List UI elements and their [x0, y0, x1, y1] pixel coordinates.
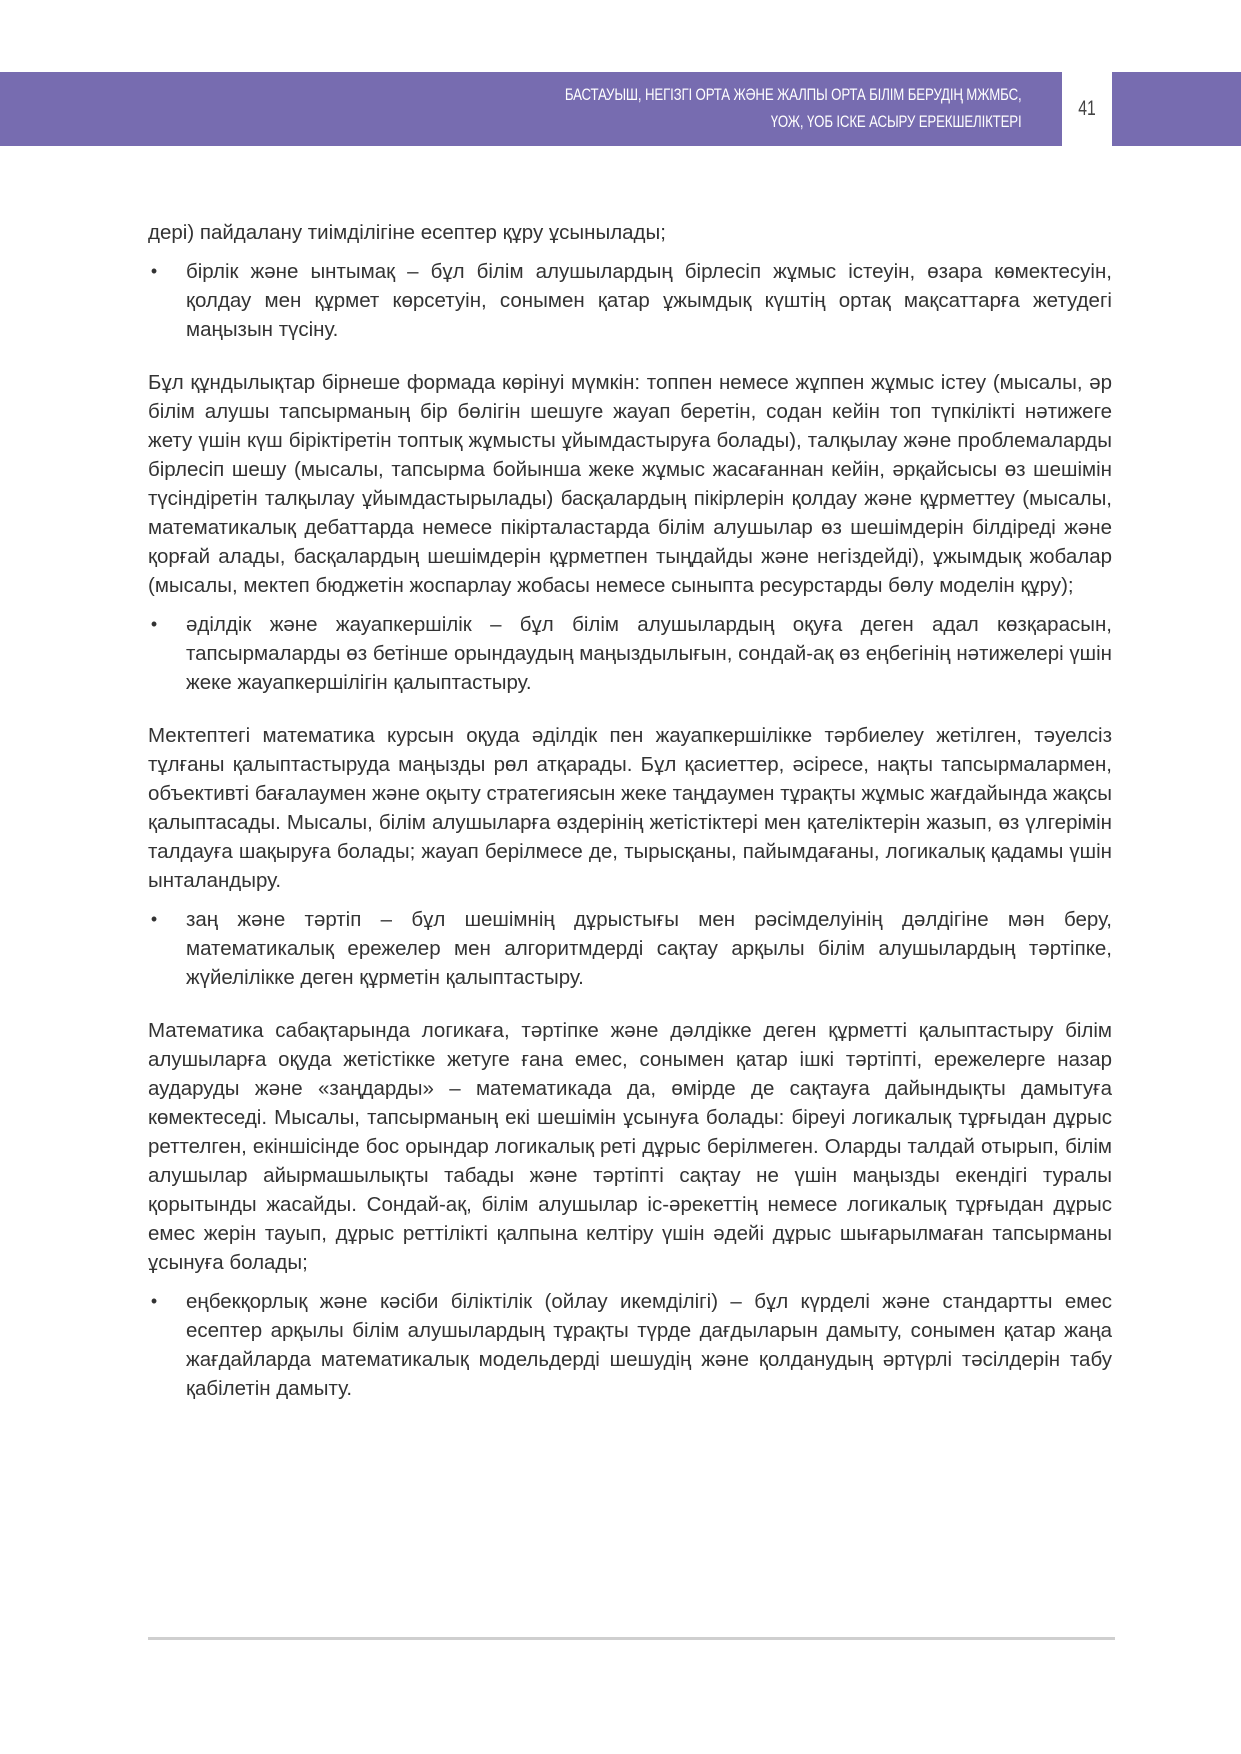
page-body — [148, 218, 1112, 1403]
header-band — [0, 72, 1062, 146]
bullet-icon: • — [150, 909, 158, 929]
bullet-item — [148, 610, 1112, 697]
paragraph: Мектептегі математика курсын оқуда әділдік пен жауапкершілікке тәрбиелеу жетілген, тәуелсіз тұлғаны қалыптастыруда маңызды рөл атқарады. Бұл қасиеттер, әсіресе, нақты тапсырмалармен, объективті бағалаумен және оқыту стратегиясын жеке таңдаумен тұрақты жұмыс жағдайында жақсы қалыптасады. Мысалы, білім алушыларға өздерінің жетістіктері мен қателіктерін жазып, өз үлгерімін талдауға шақыруға болады; жауап берілмесе де, тырысқаны, пайымдағаны, логикалық қадамы үшін ынталандыру. — [148, 724, 1112, 892]
bullet-item — [148, 905, 1112, 992]
footer-divider — [148, 1637, 1115, 1640]
paragraph: Бұл құндылықтар бірнеше формада көрінуі мүмкін: топпен немесе жұппен жұмыс істеу (мысалы, әр білім алушы тапсырманың бір бөлігін шешуге жауап беретін, содан кейін топ түпкілікті нәтижеге жету үшін күш біріктіретін топтық жұмысты ұйымдастыруға болады), талқылау және проблемаларды бірлесіп шешу (мысалы, тапсырма бойынша жеке жұмыс жасағаннан кейін, әрқайсысы өз шешімін түсіндіретін талқылау ұйымдастырылады) басқалардың пікірлерін қолдау және құрметтеу (мысалы, математикалық дебаттарда немесе пікірталастарда білім алушылар өз шешімдерін білдіреді және қорғай алады, басқалардың шешімдерін құрметпен тыңдайды және негіздейді), ұжымдық жобалар (мысалы, мектеп бюджетін жоспарлау жобасы немесе сыныпта ресурстарды бөлу моделін құру); — [148, 371, 1112, 597]
bullet-icon: • — [150, 261, 158, 281]
page-number: 41 — [1078, 97, 1096, 120]
bullet-text: заң және тәртіп – бұл шешімнің дұрыстығы мен рәсімделуінің дәлдігіне мән беру, математикалық ережелер мен алгоритмдерді сақтау арқылы білім алушылардың тәртіпке, жүйелілікке деген құрметін қалыптастыру. — [186, 908, 1112, 989]
bullet-item — [148, 257, 1112, 344]
bullet-item — [148, 1287, 1112, 1403]
running-header-line-2: ҮОЖ, ҮОБ ІСКЕ АСЫРУ ЕРЕКШЕЛІКТЕРІ — [771, 112, 1022, 131]
continued-text: дері) пайдалану тиімділігіне есептер құру ұсынылады; — [148, 221, 666, 244]
bullet-icon: • — [150, 614, 158, 634]
bullet-text: әділдік және жауапкершілік – бұл білім алушылардың оқуға деген адал көзқарасын, тапсырмаларды өз бетінше орындаудың маңыздылығын, сондай-ақ өз еңбегінің нәтижелері үшін жеке жауапкершілігін қалыптастыру. — [186, 613, 1112, 694]
running-header-title — [565, 81, 1022, 135]
bullet-text: бірлік және ынтымақ – бұл білім алушылардың бірлесіп жұмыс істеуін, өзара көмектесуін, қолдау мен құрмет көрсетуін, сонымен қатар ұжымдық күштің ортақ мақсаттарға жетудегі маңызын түсіну. — [186, 260, 1112, 341]
paragraph: Математика сабақтарында логикаға, тәртіпке және дәлдікке деген құрметті қалыптастыру білім алушыларға оқуда жетістікке жетуге ғана емес, сонымен қатар ішкі тәртіпті, ережелерге назар аударуды және «заңдарды» – математикада да, өмірде де сақтауға дайындықты дамытуға көмектеседі. Мысалы, тапсырманың екі шешімін ұсынуға болады: біреуі логикалық тұрғыдан дұрыс реттелген, екіншісінде бос орындар логикалық реті дұрыс берілмеген. Оларды талдай отырып, білім алушылар айырмашылықты табады және тәртіпті сақтау не үшін маңызды екендігі туралы қорытынды жасайды. Сондай-ақ, білім алушылар іс-әрекеттің немесе логикалық тұрғыдан дұрыс емес жерін тауып, дұрыс реттілікті қалпына келтіру үшін әдейі дұрыс шығарылмаған тапсырманы ұсынуға болады; — [148, 1019, 1112, 1274]
running-header-line-1: БАСТАУЫШ, НЕГІЗГІ ОРТА ЖӘНЕ ЖАЛПЫ ОРТА БІЛІМ БЕРУДІҢ МЖМБС, — [565, 85, 1022, 104]
bullet-icon: • — [150, 1291, 158, 1311]
bullet-text: еңбекқорлық және кәсіби біліктілік (ойлау икемділігі) – бұл күрделі және стандартты емес есептер арқылы білім алушылардың тұрақты түрде дағдыларын дамыту, сонымен қатар жаңа жағдайларда математикалық модельдерді шешудің және қолданудың әртүрлі тәсілдерін табу қабілетін дамыту. — [186, 1290, 1112, 1400]
header-accent-block — [1112, 72, 1241, 146]
